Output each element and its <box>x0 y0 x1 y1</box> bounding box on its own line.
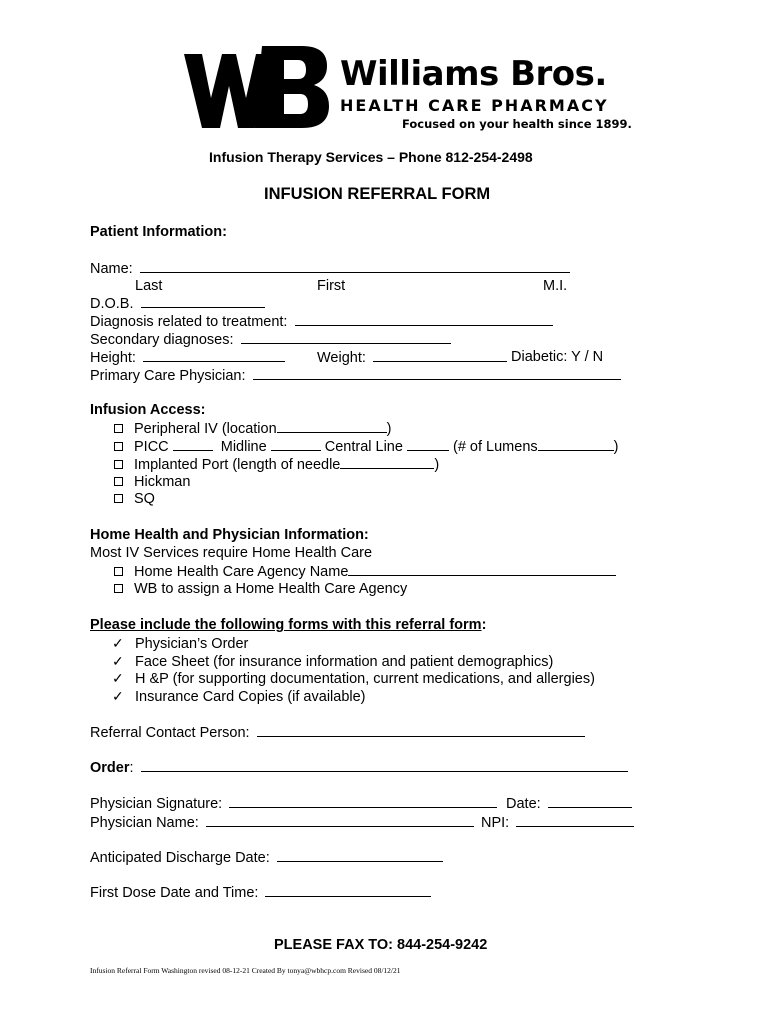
npi-field[interactable] <box>516 813 634 827</box>
first-dose-label: First Dose Date and Time: <box>90 885 259 901</box>
agency-name-field[interactable] <box>348 562 616 576</box>
sq-checkbox[interactable] <box>114 494 123 503</box>
wb-assign-checkbox[interactable] <box>114 584 123 593</box>
discharge-row <box>90 848 443 867</box>
order-row <box>90 758 628 777</box>
services-phone: Infusion Therapy Services – Phone 812-254-2498 <box>209 149 533 165</box>
physician-signature-label: Physician Signature: <box>90 796 223 812</box>
dob-field[interactable] <box>141 294 265 308</box>
physician-name-field[interactable] <box>206 813 474 827</box>
npi-row <box>481 813 634 832</box>
checkmark-icon: ✓ <box>112 635 124 651</box>
name-mi-caption: M.I. <box>543 278 568 294</box>
fax-number: PLEASE FAX TO: 844-254-9242 <box>274 937 488 953</box>
implanted-option <box>114 455 439 474</box>
diagnosis-field[interactable] <box>295 312 553 326</box>
physician-name-row <box>90 813 474 832</box>
wb-logo <box>184 46 329 128</box>
agency-name-checkbox[interactable] <box>114 567 123 576</box>
wb-assign-label: WB to assign a Home Health Care Agency <box>134 581 408 597</box>
order-field[interactable] <box>141 758 628 772</box>
hickman-checkbox[interactable] <box>114 477 123 486</box>
referral-contact-row <box>90 723 585 742</box>
diabetic-selector[interactable]: Diabetic: Y / N <box>511 349 604 365</box>
discharge-date-label: Anticipated Discharge Date: <box>90 850 270 866</box>
pcp-label: Primary Care Physician: <box>90 368 246 384</box>
signature-row <box>90 794 497 813</box>
implanted-close: ) <box>434 457 440 473</box>
height-field[interactable] <box>143 348 285 362</box>
secondary-label: Secondary diagnoses: <box>90 332 234 348</box>
home-health-heading: Home Health and Physician Information: <box>90 527 369 543</box>
picc-field[interactable] <box>173 437 213 451</box>
forms-heading <box>90 616 486 634</box>
lumens-field[interactable] <box>538 437 614 451</box>
needle-length-field[interactable] <box>340 455 434 469</box>
date-label: Date: <box>506 796 541 812</box>
central-line-field[interactable] <box>407 437 449 451</box>
infusion-access-heading: Infusion Access: <box>90 402 206 418</box>
midline-field[interactable] <box>271 437 321 451</box>
picc-checkbox[interactable] <box>114 442 123 451</box>
forms-item <box>112 687 366 706</box>
forms-item <box>112 669 595 688</box>
name-first-caption: First <box>317 278 346 294</box>
peripheral-close: ) <box>386 421 392 437</box>
weight-label: Weight: <box>317 350 366 366</box>
npi-label: NPI: <box>481 815 510 831</box>
secondary-field[interactable] <box>241 330 451 344</box>
implanted-label: Implanted Port (length of needle <box>134 457 341 473</box>
hickman-option <box>114 473 190 491</box>
picc-row <box>114 437 618 456</box>
forms-heading-colon: : <box>481 617 487 633</box>
checkmark-icon: ✓ <box>112 670 124 686</box>
dob-row <box>90 294 265 313</box>
agency-name-option <box>114 562 616 581</box>
discharge-date-field[interactable] <box>277 848 443 862</box>
diagnosis-row <box>90 312 553 331</box>
brand-subtitle: HEALTH CARE PHARMACY <box>340 96 609 115</box>
implanted-checkbox[interactable] <box>114 460 123 469</box>
dob-label: D.O.B. <box>90 296 134 312</box>
form-title: INFUSION REFERRAL FORM <box>264 185 491 203</box>
pcp-field[interactable] <box>253 366 621 380</box>
agency-name-label: Home Health Care Agency Name <box>134 564 349 580</box>
lumens-close: ) <box>613 439 619 455</box>
forms-item-text: H &P (for supporting documentation, current medications, and allergies) <box>135 671 595 687</box>
weight-row <box>317 348 507 367</box>
referral-contact-field[interactable] <box>257 723 585 737</box>
central-line-label: Central Line <box>324 439 403 455</box>
name-label: Name: <box>90 261 133 277</box>
height-label: Height: <box>90 350 136 366</box>
patient-info-heading: Patient Information: <box>90 224 227 240</box>
physician-signature-field[interactable] <box>229 794 497 808</box>
name-last-caption: Last <box>135 278 163 294</box>
hickman-label: Hickman <box>134 474 191 490</box>
name-field[interactable] <box>140 259 570 273</box>
peripheral-label: Peripheral IV (location <box>134 421 277 437</box>
brand-name: Williams Bros. <box>340 54 607 94</box>
forms-item-text: Face Sheet (for insurance information and patient demographics) <box>135 654 554 670</box>
diagnosis-label: Diagnosis related to treatment: <box>90 314 288 330</box>
first-dose-row <box>90 883 431 902</box>
checkmark-icon: ✓ <box>112 653 124 669</box>
first-dose-field[interactable] <box>265 883 431 897</box>
home-health-note: Most IV Services require Home Health Care <box>90 545 373 561</box>
forms-heading-text: Please include the following forms with this referral form <box>90 617 482 633</box>
lumens-label: (# of Lumens <box>453 439 538 455</box>
date-row <box>506 794 632 813</box>
footer-revision: Infusion Referral Form Washington revised 08-12-21 Created By tonya@wbhcp.com Revised 08/12/21 <box>90 966 401 975</box>
forms-item-text: Insurance Card Copies (if available) <box>135 689 366 705</box>
pcp-row <box>90 366 621 385</box>
sq-option <box>114 490 155 508</box>
wb-assign-option <box>114 580 407 598</box>
order-label: Order <box>90 760 130 776</box>
peripheral-location-field[interactable] <box>277 419 387 433</box>
secondary-row <box>90 330 451 349</box>
forms-item-text: Physician’s Order <box>135 636 249 652</box>
peripheral-checkbox[interactable] <box>114 424 123 433</box>
forms-item <box>112 634 248 653</box>
checkmark-icon: ✓ <box>112 688 124 704</box>
name-row <box>90 259 570 278</box>
date-field[interactable] <box>548 794 632 808</box>
physician-name-label: Physician Name: <box>90 815 199 831</box>
referral-contact-label: Referral Contact Person: <box>90 725 250 741</box>
picc-label: PICC <box>134 439 169 455</box>
weight-field[interactable] <box>373 348 507 362</box>
order-colon: : <box>129 760 134 776</box>
sq-label: SQ <box>134 491 155 507</box>
peripheral-option <box>114 419 392 438</box>
midline-label: Midline <box>220 439 267 455</box>
brand-tagline: Focused on your health since 1899. <box>402 117 632 131</box>
height-row <box>90 348 285 367</box>
